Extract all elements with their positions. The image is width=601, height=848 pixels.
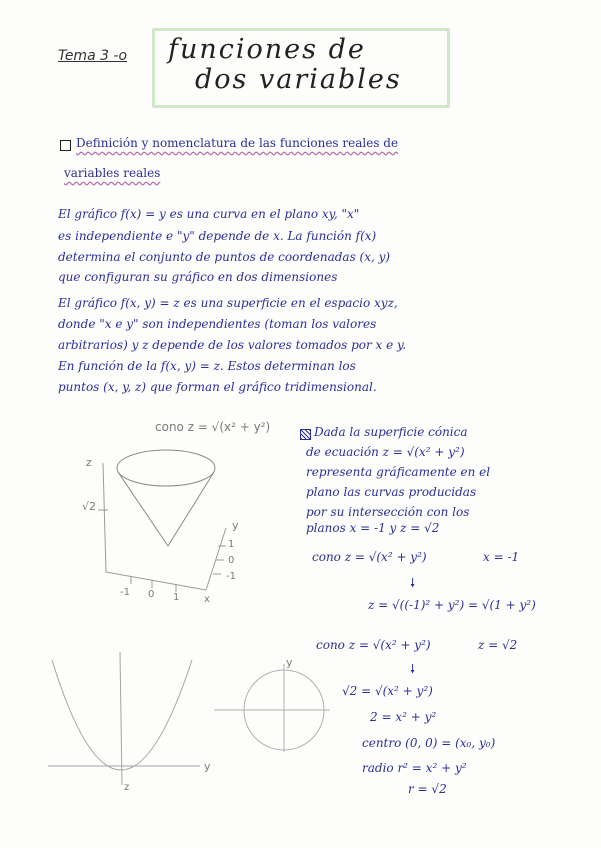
cone-left-edge bbox=[118, 472, 168, 546]
cone-tick-x-3: 1 bbox=[173, 592, 180, 603]
cone-axis-y-label: y bbox=[232, 519, 239, 532]
down-arrow-icon-1: 🠗 bbox=[410, 576, 416, 590]
paragraph-2-line-1: El gráfico f(x, y) = z es una superficie en el espacio xyz, bbox=[58, 296, 398, 310]
cone-tick-y-3: -1 bbox=[226, 571, 236, 582]
note-line-3: representa gráficamente en el bbox=[306, 465, 491, 479]
cone-sqrt2-label: √2 bbox=[82, 500, 97, 513]
parabola-axis-z-label: z bbox=[124, 782, 130, 793]
paragraph-2-line-3: arbitrarios) y z depende de los valores tomados por x e y. bbox=[58, 338, 407, 352]
cone-tick-x-1: -1 bbox=[120, 587, 130, 598]
cone-label: cono z = √(x² + y²) bbox=[155, 420, 271, 434]
paragraph-1-line-4: que configuran su gráfico en dos dimensiones bbox=[58, 270, 338, 284]
cone-x-axis-line bbox=[106, 572, 206, 590]
down-arrow-icon-2: 🠗 bbox=[410, 662, 416, 676]
paragraph-1-line-1: El gráfico f(x) = y es una curva en el plano xy, "x" bbox=[58, 207, 360, 221]
derivation-line-7: radio r² = x² + y² bbox=[362, 761, 467, 775]
derivation-line-4: √2 = √(x² + y²) bbox=[342, 684, 433, 698]
cone-tick-y-1: 1 bbox=[228, 539, 235, 550]
paragraph-2-line-5: puntos (x, y, z) que forman el gráfico tridimensional. bbox=[58, 380, 377, 394]
derivation-line-8: r = √2 bbox=[408, 782, 447, 796]
cone-tick-x-2: 0 bbox=[148, 589, 155, 600]
note-line-2: de ecuación z = √(x² + y²) bbox=[306, 445, 465, 459]
circle-figure-drawing bbox=[214, 664, 330, 752]
section-heading-line-2: variables reales bbox=[64, 166, 161, 180]
note-line-6: planos x = -1 y z = √2 bbox=[306, 521, 440, 535]
cone-axis-z-label: z bbox=[86, 456, 92, 469]
derivation-line-6: centro (0, 0) = (x₀, y₀) bbox=[362, 736, 496, 750]
cone-z-axis-line bbox=[103, 463, 106, 572]
parabola-vertical-axis bbox=[120, 652, 122, 785]
paragraph-2-line-4: En función de la f(x, y) = z. Estos determinan los bbox=[58, 359, 356, 373]
derivation-line-1b: x = -1 bbox=[483, 550, 520, 564]
paragraph-2-line-2: donde "x e y" son independientes (toman los valores bbox=[58, 317, 377, 331]
cone-tick-y-2: 0 bbox=[228, 555, 235, 566]
circle-axis-y-label: y bbox=[286, 656, 293, 669]
section-heading-line-1: Definición y nomenclatura de las funciones reales de bbox=[76, 136, 399, 150]
paragraph-1-line-3: determina el conjunto de puntos de coordenadas (x, y) bbox=[58, 250, 391, 264]
title-line-2: dos variables bbox=[195, 64, 402, 95]
cone-axis-x-label: x bbox=[204, 594, 210, 605]
note-line-4: plano las curvas producidas bbox=[306, 485, 477, 499]
derivation-line-5: 2 = x² + y² bbox=[370, 710, 437, 724]
cone-rim bbox=[117, 450, 215, 486]
note-line-1: Dada la superficie cónica bbox=[314, 425, 468, 439]
note-line-5: por su intersección con los bbox=[306, 505, 470, 519]
cone-figure-drawing bbox=[98, 450, 226, 592]
tema-label: Tema 3 -o bbox=[58, 48, 128, 64]
parabola-figure-drawing bbox=[48, 652, 200, 785]
parabola-axis-y-label: y bbox=[204, 760, 211, 773]
derivation-line-2: z = √((-1)² + y²) = √(1 + y²) bbox=[368, 598, 536, 612]
cone-y-axis-line bbox=[206, 528, 226, 590]
derivation-line-1a: cono z = √(x² + y²) bbox=[312, 550, 427, 564]
derivation-line-3a: cono z = √(x² + y²) bbox=[316, 638, 431, 652]
title-line-1: funciones de bbox=[168, 34, 366, 65]
derivation-line-3b: z = √2 bbox=[478, 638, 518, 652]
paragraph-1-line-2: es independiente e "y" depende de x. La función f(x) bbox=[58, 229, 377, 243]
